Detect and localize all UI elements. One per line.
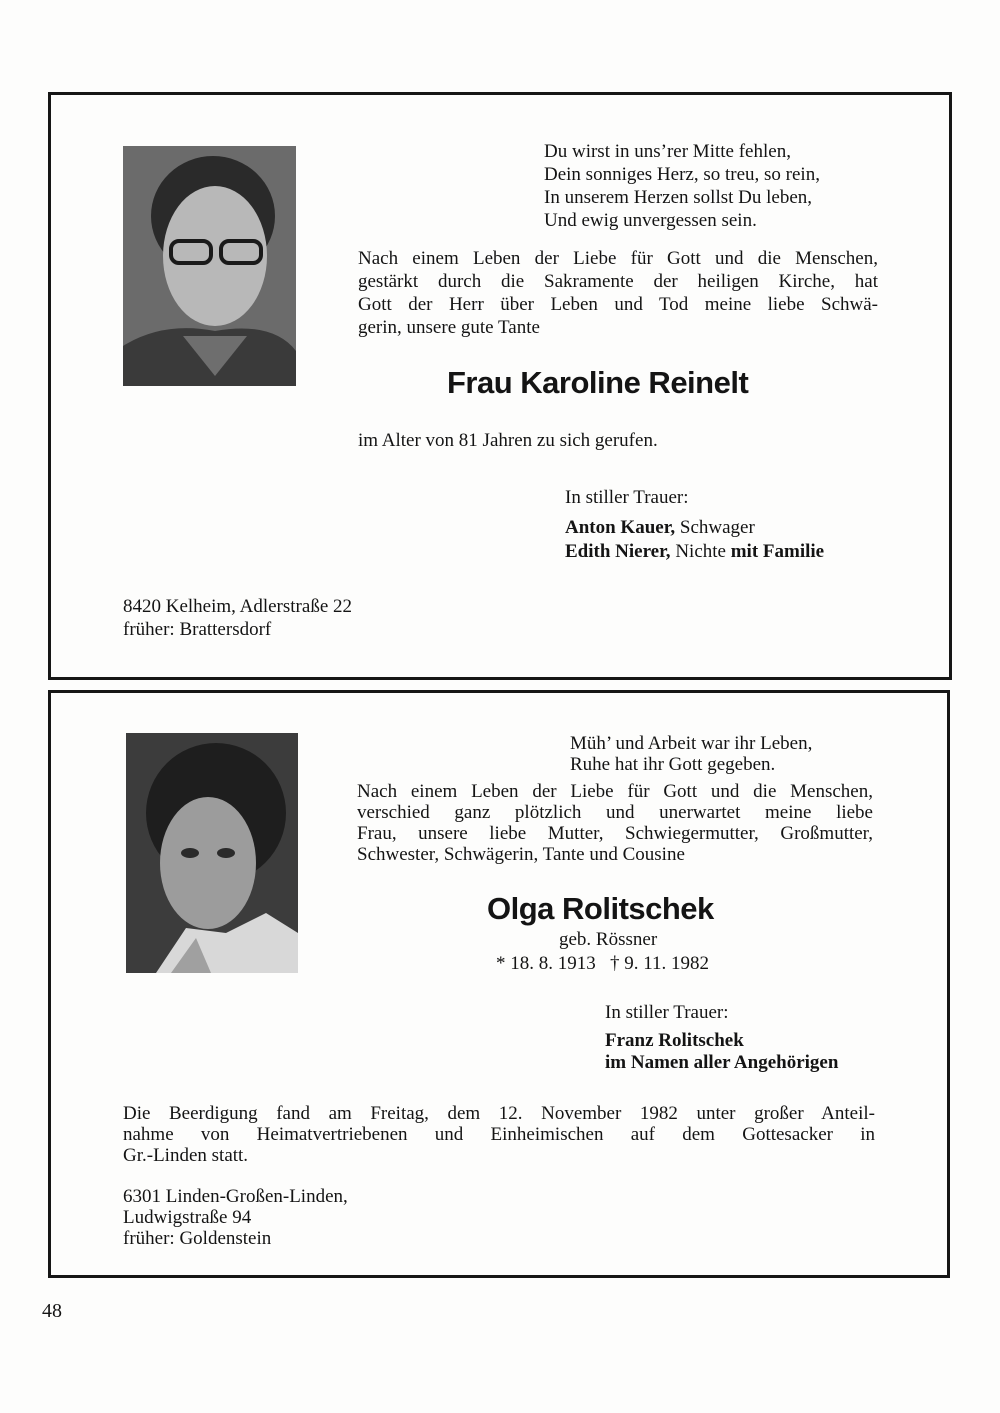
- mourning-label: In stiller Trauer:: [565, 487, 689, 508]
- portrait-photo: [126, 733, 298, 973]
- intro-line: Schwester, Schwägerin, Tante und Cousine: [357, 844, 685, 865]
- page-number: 48: [42, 1300, 62, 1322]
- memorial-poem: [570, 733, 812, 775]
- mourning-label: In stiller Trauer:: [605, 1002, 729, 1023]
- address-line: früher: Goldenstein: [123, 1228, 272, 1249]
- address-line: früher: Brattersdorf: [123, 619, 272, 640]
- intro-paragraph: [357, 781, 873, 865]
- mourner-relation: Nichte: [675, 541, 726, 562]
- age-line: im Alter von 81 Jahren zu sich gerufen.: [358, 430, 658, 451]
- funeral-line: Gr.-Linden statt.: [123, 1145, 249, 1166]
- mourner-suffix: mit Familie: [730, 541, 825, 562]
- life-dates: [496, 953, 709, 974]
- mourner-relation: Schwager: [679, 517, 755, 538]
- mourner-line: [565, 516, 755, 539]
- address-line: Ludwigstraße 94: [123, 1207, 252, 1228]
- intro-line: Gott der Herr über Leben und Tod meine liebe Schwä-: [358, 294, 878, 315]
- mourner-line: im Namen aller Angehörigen: [605, 1052, 839, 1073]
- portrait-image: [126, 733, 298, 973]
- maiden-name: geb. Rössner: [559, 929, 658, 950]
- obituary-karoline-reinelt: [48, 92, 952, 680]
- mourner-line: [565, 540, 824, 563]
- intro-line: Nach einem Leben der Liebe für Gott und die Menschen,: [358, 248, 878, 269]
- address-line: 6301 Linden-Großen-Linden,: [123, 1186, 348, 1207]
- mourner-line: Franz Rolitschek: [605, 1030, 744, 1051]
- deceased-name: Olga Rolitschek: [487, 891, 714, 926]
- mourner-name: Edith Nierer,: [565, 541, 671, 562]
- obituary-olga-rolitschek: [48, 690, 950, 1278]
- mourner-name: Anton Kauer,: [565, 517, 676, 538]
- poem-line: Du wirst in uns’rer Mitte fehlen,: [544, 141, 791, 162]
- poem-line: Müh’ und Arbeit war ihr Leben,: [570, 733, 813, 754]
- funeral-line: Die Beerdigung fand am Freitag, dem 12. November 1982 unter großer Anteil-: [123, 1103, 875, 1124]
- birth-date: * 18. 8. 1913: [496, 953, 596, 974]
- poem-line: In unserem Herzen sollst Du leben,: [544, 187, 813, 208]
- intro-paragraph: [358, 247, 878, 339]
- portrait-image: [123, 146, 296, 386]
- intro-line: verschied ganz plötzlich und unerwartet meine liebe: [357, 802, 873, 823]
- intro-line: Nach einem Leben der Liebe für Gott und die Menschen,: [357, 781, 873, 802]
- poem-line: Ruhe hat ihr Gott gegeben.: [570, 754, 776, 775]
- funeral-paragraph: [123, 1103, 875, 1166]
- intro-line: Frau, unsere liebe Mutter, Schwiegermutter, Großmutter,: [357, 823, 873, 844]
- deceased-name: Frau Karoline Reinelt: [447, 365, 749, 400]
- address-line: 8420 Kelheim, Adlerstraße 22: [123, 596, 353, 617]
- poem-line: Dein sonniges Herz, so treu, so rein,: [544, 164, 820, 185]
- address-block: [123, 1186, 348, 1249]
- intro-line: gerin, unsere gute Tante: [358, 317, 540, 338]
- address-block: [123, 595, 352, 641]
- funeral-line: nahme von Heimatvertriebenen und Einheimischen auf dem Gottesacker in: [123, 1124, 875, 1145]
- memorial-poem: [544, 140, 820, 232]
- poem-line: Und ewig unvergessen sein.: [544, 210, 757, 231]
- intro-line: gestärkt durch die Sakramente der heiligen Kirche, hat: [358, 271, 878, 292]
- death-date: † 9. 11. 1982: [610, 953, 710, 974]
- portrait-photo: [123, 146, 296, 386]
